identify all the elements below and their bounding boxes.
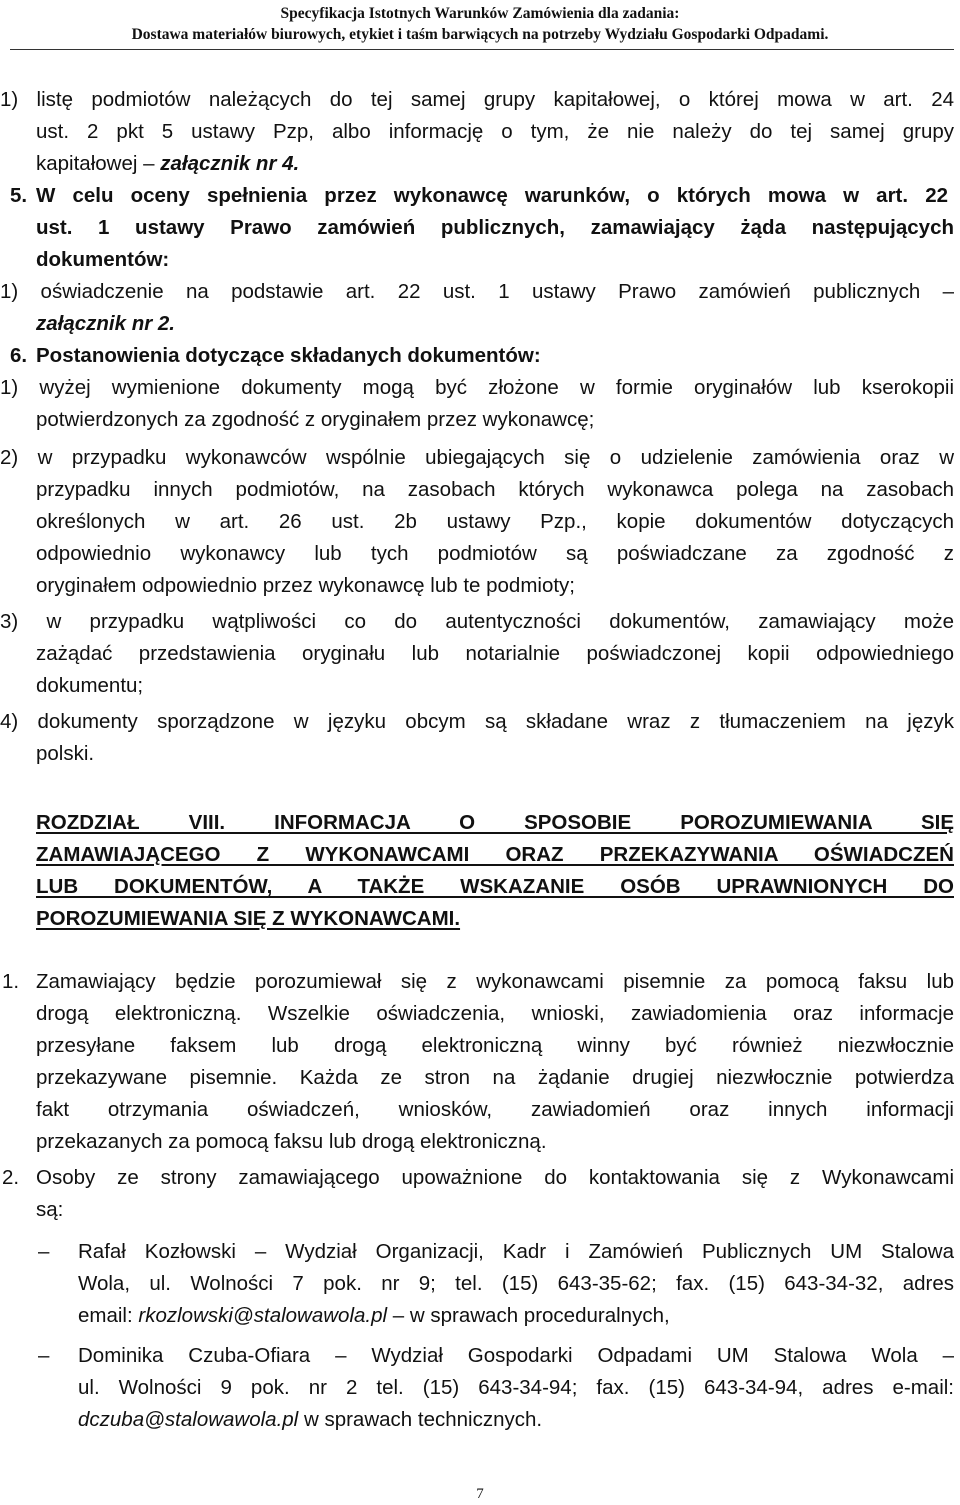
sec5-item1-text: kapitałowej – [36,152,161,175]
sec6-p3-line2: zażądać przedstawienia oryginału lub notarialnie poświadczonej kopii odpowiedniego [36,642,954,665]
contact1-email-label: email: [78,1304,139,1327]
point1-line2: drogą elektroniczną. Wszelkie oświadczenia, wnioski, zawiadomienia oraz informacje [36,1002,954,1025]
sec6-p2-line2: przypadku innych podmiotów, na zasobach których wykonawca polega na zasobach [36,478,954,501]
contact1-line2: Wola, ul. Wolności 7 pok. nr 9; tel. (15) 643-35-62; fax. (15) 643-34-32, adres [78,1272,954,1295]
sec6-p2-line3: określonych w art. 26 ust. 2b ustawy Pzp., kopie dokumentów dotyczących [36,510,954,533]
point1-number: 1. [2,970,20,993]
contact2-line1: Dominika Czuba-Ofiara – Wydział Gospodarki Odpadami UM Stalowa Wola – [78,1344,954,1367]
sec5-heading-number: 5. [10,184,28,207]
contact2-role: w sprawach technicznych. [298,1408,543,1431]
contact1-role: – w sprawach proceduralnych, [387,1304,670,1327]
chapter-heading-line2: ZAMAWIAJĄCEGO Z WYKONAWCAMI ORAZ PRZEKAZYWANIA OŚWIADCZEŃ [36,843,954,866]
page-number: 7 [476,1486,484,1502]
sec5-heading-line3: dokumentów: [36,248,170,271]
contact1-line3 [78,1300,670,1332]
contact1-bullet: – [38,1240,50,1263]
point1-line3: przesyłane faksem lub drogą elektroniczną winny być również niezwłocznie [36,1034,954,1057]
sec6-heading-number: 6. [10,344,28,367]
sec6-p1-line1: 1) wyżej wymienione dokumenty mogą być złożone w formie oryginałów lub kserokopii [0,376,954,399]
sec6-p3-line1: 3) w przypadku wątpliwości co do autentyczności dokumentów, zamawiający może [0,610,954,633]
sec6-p4-line1: 4) dokumenty sporządzone w języku obcym są składane wraz z tłumaczeniem na język [0,710,954,733]
sec6-p2-line4: odpowiednio wykonawcy lub tych podmiotów są poświadczane za zgodność z [36,542,954,565]
sec6-p3-line3: dokumentu; [36,674,144,697]
sec5-item1-line1: 1) listę podmiotów należących do tej samej grupy kapitałowej, o której mowa w art. 24 [0,88,954,111]
point2-line1: Osoby ze strony zamawiającego upoważnione do kontaktowania się z Wykonawcami [36,1166,954,1189]
point1-line1: Zamawiający będzie porozumiewał się z wykonawcami pisemnie za pomocą faksu lub [36,970,954,993]
point2-number: 2. [2,1166,20,1189]
sec6-p1-line2: potwierdzonych za zgodność z oryginałem przez wykonawcę; [36,408,595,431]
contact2-line3 [78,1404,542,1436]
sec5-item2-line1: 1) oświadczenie na podstawie art. 22 ust. 1 ustawy Prawo zamówień publicznych – [0,280,954,303]
contact2-bullet: – [38,1344,50,1367]
contact1-line1: Rafał Kozłowski – Wydział Organizacji, Kadr i Zamówień Publicznych UM Stalowa [78,1240,954,1263]
attachment-ref-4: załącznik nr 4. [160,152,300,175]
sec5-item1-line2: ust. 2 pkt 5 ustawy Pzp, albo informację o tym, że nie należy do tej samej grupy [36,120,954,143]
contact2-email[interactable]: dczuba@stalowawola.pl [78,1408,299,1431]
header-subtitle: Dostawa materiałów biurowych, etykiet i taśm barwiących na potrzeby Wydziału Gospodarki Odpadami. [131,26,829,43]
point1-line4: przekazywane pisemnie. Każda ze stron na żądanie drugiej niezwłocznie potwierdza [36,1066,954,1089]
sec6-p2-line1: 2) w przypadku wykonawców wspólnie ubiegających się o udzielenie zamówienia oraz w [0,446,954,469]
contact2-line2: ul. Wolności 9 pok. nr 2 tel. (15) 643-34-94; fax. (15) 643-34-94, adres e-mail: [78,1376,954,1399]
chapter-heading-line3: LUB DOKUMENTÓW, A TAKŻE WSKAZANIE OSÓB UPRAWNIONYCH DO [36,875,954,898]
header-title: Specyfikacja Istotnych Warunków Zamówienia dla zadania: [280,5,680,22]
attachment-ref-2: załącznik nr 2. [36,312,176,335]
sec5-heading-line1: W celu oceny spełnienia przez wykonawcę warunków, o których mowa w art. 22 [36,184,948,207]
point1-line5: fakt otrzymania oświadczeń, wniosków, zawiadomień oraz innych informacji [36,1098,954,1121]
sec6-heading: Postanowienia dotyczące składanych dokumentów: [36,344,541,367]
sec5-heading-line2: ust. 1 ustawy Prawo zamówień publicznych, zamawiający żąda następujących [36,216,954,239]
contact1-email[interactable]: rkozlowski@stalowawola.pl [138,1304,388,1327]
point1-line6: przekazanych za pomocą faksu lub drogą elektroniczną. [36,1130,547,1153]
sec5-item1-line3 [36,148,299,180]
sec6-p2-line5: oryginałem odpowiednio przez wykonawcę lub te podmioty; [36,574,575,597]
sec6-p4-line2: polski. [36,742,95,765]
point2-line2: są: [36,1198,64,1221]
header-divider [10,49,954,50]
chapter-heading-line1: ROZDZIAŁ VIII. INFORMACJA O SPOSOBIE POROZUMIEWANIA SIĘ [36,811,954,834]
chapter-heading-line4: POROZUMIEWANIA SIĘ Z WYKONAWCAMI. [36,907,461,930]
